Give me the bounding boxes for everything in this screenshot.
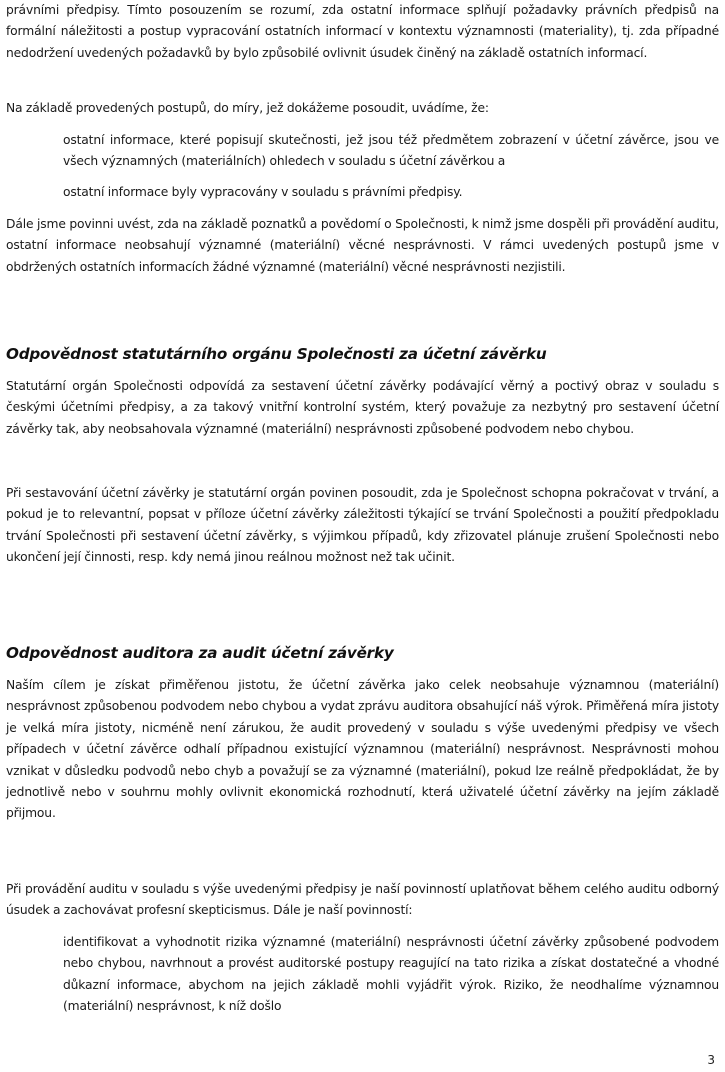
paragraph-statutory-body-1: Statutární orgán Společnosti odpovídá za sestavení účetní závěrky podávající věrný a poctivý obraz v souladu s českými účetními předpisy, a za takový vnitřní kontrolní systém, který považuje za nezbytný pro sestavení účetní závěrky tak, aby neobsahovala významné (materiální) nesprávnosti způsobené podvodem nebo chybou. (6, 379, 719, 436)
paragraph-auditor-duties: Při provádění auditu v souladu s výše uvedenými předpisy je naší povinností uplatňovat během celého auditu odborný úsudek a zachovávat profesní skepticismus. Dále je naší povinností: (6, 882, 719, 918)
heading-auditor-responsibility: Odpovědnost auditora za audit účetní závěrky (6, 644, 394, 662)
heading-statutory-body-responsibility: Odpovědnost statutárního orgánu Společnosti za účetní závěrku (6, 345, 547, 363)
list-item-identify-risks: identifikovat a vyhodnotit rizika významné (materiální) nesprávnosti účetní závěrky způsobené podvodem nebo chybou, navrhnout a provést auditorské postupy reagující na tato rizika a získat dostatečné a vhodné důkazní informace, abychom na jejich základě mohli vyjádřit výrok. Riziko, že neodhalíme významnou (materiální) nesprávnost, k níž došlo (63, 935, 719, 1014)
list-item-compliance: ostatní informace byly vypracovány v souladu s právními předpisy. (63, 185, 463, 199)
paragraph-statutory-body-2: Při sestavování účetní závěrky je statutární orgán povinen posoudit, zda je Společnost schopna pokračovat v trvání, a pokud je to relevantní, popsat v příloze účetní závěrky záležitosti týkající se trvání Společnosti a použití předpokladu trvání Společnosti při sestavení účetní závěrky, s výjimkou případů, kdy zřizovatel plánuje zrušení Společnosti nebo ukončení její činnosti, resp. kdy nemá jinou reálnou možnost než tak učinit. (6, 486, 719, 565)
page-number: 3 (707, 1053, 715, 1067)
list-item-consistency: ostatní informace, které popisují skutečnosti, jež jsou též předmětem zobrazení v účetní závěrce, jsou ve všech významných (materiálních) ohledech v souladu s účetní závěrkou a (63, 133, 719, 169)
paragraph-other-information-assessment: právními předpisy. Tímto posouzením se rozumí, zda ostatní informace splňují požadavky právních předpisů na formální náležitosti a postup vypracování ostatních informací v kontextu významnosti (materiality), tj. zda případné nedodržení uvedených požadavků by bylo způsobilé ovlivnit úsudek činěný na základě ostatních informací. (6, 3, 719, 60)
paragraph-procedures-intro: Na základě provedených postupů, do míry, jež dokážeme posoudit, uvádíme, že: (6, 101, 489, 115)
paragraph-auditor-objective: Naším cílem je získat přiměřenou jistotu, že účetní závěrka jako celek neobsahuje významnou (materiální) nesprávnost způsobenou podvodem nebo chybou a vydat zprávu auditora obsahující náš výrok. Přiměřená míra jistoty je velká míra jistoty, nicméně není zárukou, že audit provedený v souladu s výše uvedenými předpisy ve všech případech v účetní závěrce odhalí případnou existující významnou (materiální) nesprávnost. Nesprávnosti mohou vznikat v důsledku podvodů nebo chyb a považují se za významné (materiální), pokud lze reálně předpokládat, že by jednotlivě nebo v souhrnu mohly ovlivnit ekonomická rozhodnutí, která uživatelé účetní závěrky na jejím základě přijmou. (6, 678, 719, 821)
paragraph-misstatements: Dále jsme povinni uvést, zda na základě poznatků a povědomí o Společnosti, k nimž jsme dospěli při provádění auditu, ostatní informace neobsahují významné (materiální) věcné nesprávnosti. V rámci uvedených postupů jsme v obdržených ostatních informacích žádné významné (materiální) věcné nesprávnosti nezjistili. (6, 217, 719, 274)
